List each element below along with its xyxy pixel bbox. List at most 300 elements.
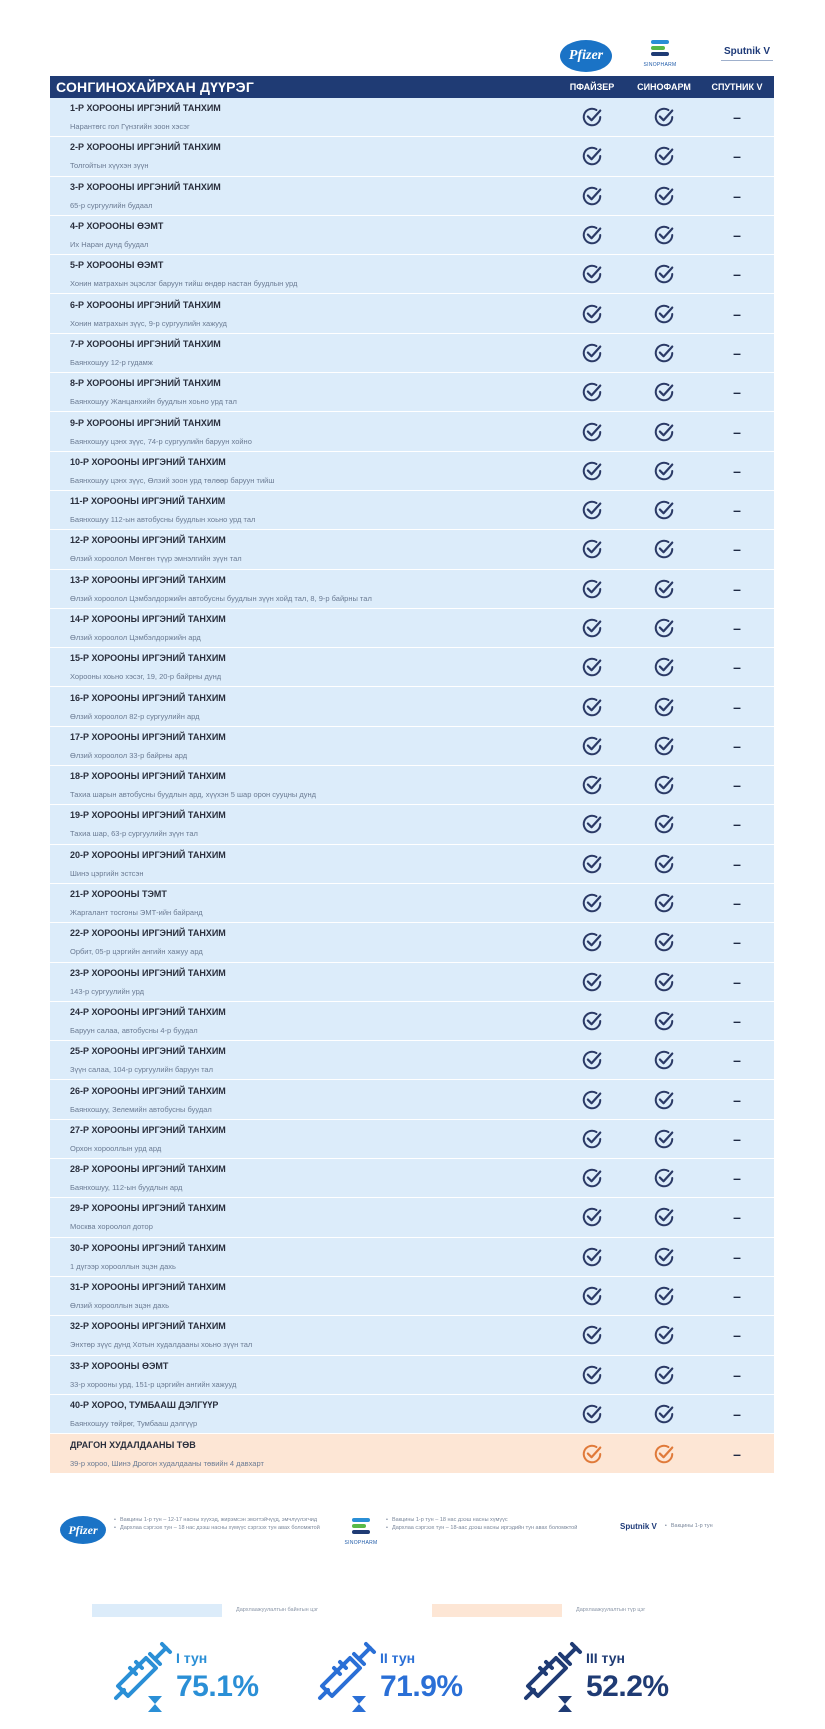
dash-mark: – — [733, 462, 741, 479]
check-icon — [581, 1403, 603, 1425]
row-info — [50, 609, 556, 647]
check-icon — [581, 1206, 603, 1228]
table-row — [50, 1238, 774, 1277]
cell-pfizer — [556, 1356, 628, 1394]
footnote-item: • Вакцины 1-р тун – 12-17 насны хүүхэд, жирэмсэн эмэгтэйчүүд, эмчлүүлэгчид — [114, 1516, 320, 1524]
row-info — [50, 334, 556, 372]
vaccination-points-table — [50, 76, 774, 1474]
row-info — [50, 845, 556, 883]
cell-sputnik — [700, 1041, 774, 1079]
cell-pfizer — [556, 687, 628, 725]
check-icon — [653, 538, 675, 560]
cell-pfizer — [556, 1198, 628, 1236]
row-address: Өлзий хороолол Цэмбэлдоржийн ард — [70, 633, 201, 642]
dash-mark: – — [733, 227, 741, 244]
cell-sinopharm — [628, 1356, 700, 1394]
dash-mark: – — [733, 777, 741, 794]
cell-sinopharm — [628, 1120, 700, 1158]
sputnik-small-logo: Sputnik V — [620, 1522, 657, 1531]
check-icon — [653, 1128, 675, 1150]
check-icon — [581, 971, 603, 993]
row-info — [50, 727, 556, 765]
check-icon — [653, 1089, 675, 1111]
cell-sputnik — [700, 177, 774, 215]
cell-sputnik — [700, 1198, 774, 1236]
cell-sinopharm — [628, 1316, 700, 1354]
cell-pfizer — [556, 766, 628, 804]
table-row — [50, 1041, 774, 1080]
cell-sputnik — [700, 491, 774, 529]
row-address: Энхтөр зүүс дунд Хотын худалдааны хоьно зүүн тал — [70, 1340, 253, 1350]
check-icon — [653, 224, 675, 246]
row-info — [50, 530, 556, 568]
row-info — [50, 1277, 556, 1315]
cell-sinopharm — [628, 334, 700, 372]
cell-sinopharm — [628, 255, 700, 293]
row-info — [50, 766, 556, 804]
cell-sinopharm — [628, 766, 700, 804]
stat-dose-3-label: III тун — [586, 1650, 626, 1666]
cell-sputnik — [700, 766, 774, 804]
table-row — [50, 1277, 774, 1316]
row-title: 13-Р ХОРООНЫ ИРГЭНИЙ ТАНХИМ — [70, 574, 226, 585]
table-row — [50, 216, 774, 255]
cell-sputnik — [700, 923, 774, 961]
cell-sputnik — [700, 412, 774, 450]
check-icon — [653, 931, 675, 953]
cell-pfizer — [556, 570, 628, 608]
dash-mark: – — [733, 1366, 741, 1383]
cell-sinopharm — [628, 1395, 700, 1433]
row-title: ДРАГОН ХУДАЛДААНЫ ТӨВ — [70, 1439, 196, 1450]
check-icon — [581, 892, 603, 914]
table-row — [50, 334, 774, 373]
row-title: 6-Р ХОРООНЫ ИРГЭНИЙ ТАНХИМ — [70, 299, 221, 310]
cell-sputnik — [700, 570, 774, 608]
dash-mark: – — [733, 934, 741, 951]
check-icon — [581, 1285, 603, 1307]
check-icon — [581, 931, 603, 953]
district-title: СОНГИНОХАЙРХАН ДҮҮРЭГ — [56, 79, 254, 95]
table-row — [50, 1434, 774, 1474]
row-address: 1 дүгээр хорооллын эцэн дахь — [70, 1261, 176, 1271]
cell-sinopharm — [628, 294, 700, 332]
dash-mark: – — [733, 541, 741, 558]
row-address: Толгойтын хүүхэн зүүн — [70, 161, 149, 171]
check-icon — [653, 1403, 675, 1425]
cell-pfizer — [556, 412, 628, 450]
cell-sputnik — [700, 1434, 774, 1473]
row-title: 2-Р ХОРООНЫ ИРГЭНИЙ ТАНХИМ — [70, 142, 221, 153]
row-title: 24-Р ХОРООНЫ ИРГЭНИЙ ТАНХИМ — [70, 1006, 226, 1017]
check-icon — [653, 853, 675, 875]
row-title: 27-Р ХОРООНЫ ИРГЭНИЙ ТАНХИМ — [70, 1124, 226, 1135]
row-address: Орхон хорооллын урд ард — [70, 1143, 162, 1153]
check-icon — [581, 1443, 603, 1465]
cell-sputnik — [700, 1002, 774, 1040]
row-title: 9-Р ХОРООНЫ ИРГЭНИЙ ТАНХИМ — [70, 417, 221, 428]
footnote-pfizer — [60, 1516, 320, 1544]
cell-sinopharm — [628, 452, 700, 490]
check-icon — [581, 1246, 603, 1268]
check-icon — [653, 774, 675, 796]
row-title: 16-Р ХОРООНЫ ИРГЭНИЙ ТАНХИМ — [70, 692, 226, 703]
cell-sputnik — [700, 805, 774, 843]
row-address: Өлзий хорооллын эцэн дахь — [70, 1301, 170, 1311]
check-icon — [653, 1443, 675, 1465]
row-info — [50, 294, 556, 332]
cell-pfizer — [556, 648, 628, 686]
table-row — [50, 1159, 774, 1198]
pfizer-logo-text: Pfizer — [560, 40, 612, 72]
table-row — [50, 727, 774, 766]
row-info — [50, 412, 556, 450]
sinopharm-small-mark-icon — [350, 1516, 372, 1538]
row-info — [50, 491, 556, 529]
table-row — [50, 1356, 774, 1395]
cell-sinopharm — [628, 963, 700, 1001]
cell-pfizer — [556, 1395, 628, 1433]
row-title: 7-Р ХОРООНЫ ИРГЭНИЙ ТАНХИМ — [70, 338, 221, 349]
cell-pfizer — [556, 373, 628, 411]
row-title: 8-Р ХОРООНЫ ИРГЭНИЙ ТАНХИМ — [70, 378, 221, 389]
row-address: Өлзий хороолол Мөнгөн түүр эмнэлгийн зүүн тал — [70, 554, 242, 564]
check-icon — [653, 460, 675, 482]
cell-pfizer — [556, 1277, 628, 1315]
dash-mark: – — [733, 266, 741, 283]
check-icon — [581, 656, 603, 678]
table-header — [50, 76, 774, 98]
footnote-pfizer-list — [114, 1516, 320, 1532]
table-row — [50, 1002, 774, 1041]
cell-sinopharm — [628, 648, 700, 686]
dash-mark: – — [733, 816, 741, 833]
stat-dose-1 — [110, 1640, 290, 1720]
cell-pfizer — [556, 923, 628, 961]
check-icon — [581, 735, 603, 757]
check-icon — [653, 1049, 675, 1071]
check-icon — [653, 145, 675, 167]
stat-dose-1-value: 75.1% — [176, 1670, 259, 1703]
row-address: Москва хороолол дотор — [70, 1222, 153, 1232]
cell-pfizer — [556, 491, 628, 529]
row-title: 19-Р ХОРООНЫ ИРГЭНИЙ ТАНХИМ — [70, 810, 226, 821]
cell-sinopharm — [628, 137, 700, 175]
row-address: 33-р хорооны урд, 151-р цэргийн ангийн хажууд — [70, 1379, 237, 1389]
cell-sinopharm — [628, 727, 700, 765]
check-icon — [653, 656, 675, 678]
cell-sputnik — [700, 373, 774, 411]
check-icon — [581, 1167, 603, 1189]
cell-sputnik — [700, 530, 774, 568]
row-title: 25-Р ХОРООНЫ ИРГЭНИЙ ТАНХИМ — [70, 1046, 226, 1057]
legend-blue-swatch — [92, 1604, 222, 1617]
dash-mark: – — [733, 973, 741, 990]
cell-sinopharm — [628, 1238, 700, 1276]
cell-pfizer — [556, 884, 628, 922]
cell-sinopharm — [628, 884, 700, 922]
cell-pfizer — [556, 1002, 628, 1040]
footnote-item: • Дархлаа сэргээх тун – 18 нас дээш насны хүмүүс сэргээх тун авах боломжтой — [114, 1524, 320, 1532]
row-address: Баянхошуу цэнх зүүс, 74-р сургуулийн баруун хойно — [70, 436, 252, 446]
dash-mark: – — [733, 620, 741, 636]
row-address: Хонин матрахын эцэслэг баруун тийш өндөр настан буудлын урд — [70, 279, 298, 289]
cell-pfizer — [556, 334, 628, 372]
row-info — [50, 648, 556, 686]
sputnik-logo-text: Sputnik V — [723, 45, 771, 57]
row-title: 23-Р ХОРООНЫ ИРГЭНИЙ ТАНХИМ — [70, 967, 226, 978]
footnote-sputnik — [620, 1522, 713, 1531]
cell-pfizer — [556, 177, 628, 215]
dash-mark: – — [733, 187, 741, 204]
footnote-sinopharm-list — [386, 1516, 577, 1532]
dash-mark: – — [733, 423, 741, 440]
row-info — [50, 687, 556, 725]
row-title: 10-Р ХОРООНЫ ИРГЭНИЙ ТАНХИМ — [70, 456, 226, 467]
cell-sputnik — [700, 334, 774, 372]
dash-mark: – — [733, 1052, 741, 1069]
check-icon — [653, 1167, 675, 1189]
row-address: Баянхошуу 12-р гудамж — [70, 357, 153, 367]
sputnik-logo — [702, 30, 792, 76]
row-address: Өлзий хороолол 33-р байрны ард — [70, 750, 188, 760]
table-row — [50, 805, 774, 844]
dash-mark: – — [733, 1170, 741, 1187]
dash-mark: – — [733, 855, 741, 872]
dash-mark: – — [733, 698, 741, 715]
row-title: 15-Р ХОРООНЫ ИРГЭНИЙ ТАНХИМ — [70, 653, 226, 664]
table-row — [50, 923, 774, 962]
check-icon — [581, 1324, 603, 1346]
row-address: 143-р сургуулийн урд — [70, 986, 144, 996]
table-row — [50, 373, 774, 412]
stat-dose-2-label: II тун — [380, 1650, 416, 1666]
column-pfizer: ПФАЙЗЕР — [569, 82, 615, 92]
cell-sputnik — [700, 1395, 774, 1433]
table-row — [50, 412, 774, 451]
row-title: 33-Р ХОРООНЫ ӨЭМТ — [70, 1360, 169, 1371]
row-address: Хорооны хоьно хэсэг, 19, 20-р байрны дунд — [70, 672, 222, 682]
row-address: Тахиа шар, 63-р сургуулийн зүүн тал — [70, 829, 198, 839]
table-row — [50, 766, 774, 805]
cell-sputnik — [700, 137, 774, 175]
cell-sinopharm — [628, 687, 700, 725]
dash-mark: – — [733, 109, 741, 126]
table-body — [50, 98, 774, 1474]
check-icon — [653, 303, 675, 325]
check-icon — [653, 499, 675, 521]
cell-sputnik — [700, 687, 774, 725]
vaccine-logos — [552, 30, 792, 76]
table-row — [50, 570, 774, 609]
footnote-sinopharm — [344, 1516, 577, 1550]
cell-sinopharm — [628, 1080, 700, 1118]
cell-pfizer — [556, 1316, 628, 1354]
cell-sinopharm — [628, 609, 700, 647]
cell-sputnik — [700, 1080, 774, 1118]
dash-mark: – — [733, 344, 741, 361]
cell-sinopharm — [628, 923, 700, 961]
cell-sputnik — [700, 884, 774, 922]
footnote-item: • Дархлаа сэргээх тун – 18-аас дээш насны иргэдийн тун авах боломжтой — [386, 1524, 577, 1532]
column-sinopharm: СИНОФАРМ — [637, 82, 691, 92]
row-info — [50, 963, 556, 1001]
row-info — [50, 137, 556, 175]
cell-sinopharm — [628, 1002, 700, 1040]
check-icon — [581, 381, 603, 403]
row-info — [50, 923, 556, 961]
check-icon — [653, 106, 675, 128]
row-address: Хонин матрахын зүүс, 9-р сургуулийн хажууд — [70, 318, 227, 328]
cell-sputnik — [700, 1238, 774, 1276]
check-icon — [653, 421, 675, 443]
cell-pfizer — [556, 1041, 628, 1079]
row-info — [50, 1356, 556, 1394]
table-row — [50, 1316, 774, 1355]
dash-mark: – — [733, 580, 741, 597]
check-icon — [581, 1089, 603, 1111]
check-icon — [653, 578, 675, 600]
cell-sinopharm — [628, 1159, 700, 1197]
row-info — [50, 452, 556, 490]
dash-mark: – — [733, 895, 741, 912]
sinopharm-logo-text: SINOPHARM — [643, 62, 677, 68]
row-address: Баянхошуу 112-ын автобусны буудлын хоьно урд тал — [70, 515, 256, 525]
row-address: Баянхошуу цэнх зүүс, Өлзий зоон урд төлөөр баруун тийш — [70, 475, 275, 485]
table-row — [50, 1080, 774, 1119]
cell-sinopharm — [628, 491, 700, 529]
cell-sputnik — [700, 216, 774, 254]
check-icon — [653, 1324, 675, 1346]
cell-sputnik — [700, 648, 774, 686]
cell-pfizer — [556, 137, 628, 175]
table-row — [50, 648, 774, 687]
row-info — [50, 1002, 556, 1040]
row-address: Баруун салаа, автобусны 4-р буудал — [70, 1025, 198, 1035]
syringe-hourglass-icon — [110, 1640, 174, 1716]
row-title: 29-Р ХОРООНЫ ИРГЭНИЙ ТАНХИМ — [70, 1203, 226, 1214]
cell-sputnik — [700, 727, 774, 765]
stat-dose-2-value: 71.9% — [380, 1670, 463, 1703]
row-title: 40-Р ХОРОО, ТУМБААШ ДЭЛГҮҮР — [70, 1399, 219, 1410]
column-sputnik: СПУТНИК V — [711, 82, 763, 92]
table-row — [50, 98, 774, 137]
check-icon — [581, 185, 603, 207]
check-icon — [581, 499, 603, 521]
dash-mark: – — [733, 1091, 741, 1108]
check-icon — [653, 1010, 675, 1032]
cell-sputnik — [700, 609, 774, 647]
cell-sputnik — [700, 1356, 774, 1394]
cell-pfizer — [556, 1434, 628, 1473]
dash-mark: – — [733, 1445, 741, 1462]
table-row — [50, 255, 774, 294]
check-icon — [581, 774, 603, 796]
check-icon — [653, 1206, 675, 1228]
row-address: 39-р хороо, Шинэ Дрогон худалдааны төвийн 4 давхарт — [70, 1458, 264, 1468]
legend-blue-label: Дархлаажуулалтын байнгын цэг — [236, 1607, 319, 1613]
row-info — [50, 1041, 556, 1079]
cell-sinopharm — [628, 570, 700, 608]
cell-sinopharm — [628, 805, 700, 843]
footnote-sputnik-list — [665, 1522, 713, 1530]
row-address: Нарантөгс гол Гүнзгийн зоон хэсэг — [70, 122, 190, 132]
row-address: Тахиа шарын автобусны буудлын ард, хүүхэн 5 шар орон сууцны дунд — [70, 790, 317, 800]
dash-mark: – — [733, 384, 741, 401]
row-address: Баянхошуу төйрөг, Тумбааш дэлгүүр — [70, 1418, 198, 1428]
row-info — [50, 373, 556, 411]
check-icon — [581, 1128, 603, 1150]
row-info — [50, 570, 556, 608]
dash-mark: – — [733, 148, 741, 165]
dash-mark: – — [733, 305, 741, 322]
footnote-item: • Вакцины 1-р тун — [665, 1522, 713, 1530]
check-icon — [653, 1285, 675, 1307]
cell-pfizer — [556, 216, 628, 254]
dash-mark: – — [733, 1209, 741, 1226]
cell-sinopharm — [628, 845, 700, 883]
cell-sinopharm — [628, 177, 700, 215]
sputnik-logo-underline — [721, 60, 773, 61]
cell-sinopharm — [628, 373, 700, 411]
table-row — [50, 687, 774, 726]
check-icon — [581, 813, 603, 835]
dash-mark: – — [733, 737, 741, 754]
table-row — [50, 1198, 774, 1237]
check-icon — [581, 342, 603, 364]
cell-pfizer — [556, 1238, 628, 1276]
dash-mark: – — [733, 659, 741, 676]
cell-sputnik — [700, 1277, 774, 1315]
check-icon — [581, 578, 603, 600]
row-title: 21-Р ХОРООНЫ ТЭМТ — [70, 889, 167, 900]
cell-sputnik — [700, 845, 774, 883]
row-address: Өлзий хороолол Цэмбэлдоржийн автобусны буудлын зүүн хойд тал, 8, 9-р байрны тал — [70, 593, 372, 603]
check-icon — [581, 853, 603, 875]
check-icon — [653, 971, 675, 993]
table-row — [50, 294, 774, 333]
row-info — [50, 1316, 556, 1354]
stat-dose-1-label: I тун — [176, 1650, 208, 1666]
check-icon — [653, 735, 675, 757]
row-address: Өлзий хороолол 82-р сургуулийн ард — [70, 711, 200, 721]
row-info — [50, 177, 556, 215]
cell-sputnik — [700, 1159, 774, 1197]
cell-pfizer — [556, 845, 628, 883]
cell-sinopharm — [628, 1041, 700, 1079]
table-row — [50, 452, 774, 491]
check-icon — [653, 892, 675, 914]
check-icon — [581, 106, 603, 128]
table-row — [50, 177, 774, 216]
footnote-item: • Вакцины 1-р тун – 18 нас дээш насны хүмүүс — [386, 1516, 577, 1524]
row-info — [50, 1080, 556, 1118]
cell-pfizer — [556, 452, 628, 490]
dash-mark: – — [733, 1405, 741, 1422]
sinopharm-logo — [628, 30, 692, 76]
check-icon — [653, 1364, 675, 1386]
cell-pfizer — [556, 98, 628, 136]
check-icon — [581, 224, 603, 246]
dash-mark: – — [733, 1012, 741, 1029]
syringe-hourglass-icon — [314, 1640, 378, 1716]
table-row — [50, 491, 774, 530]
row-title: 3-Р ХОРООНЫ ИРГЭНИЙ ТАНХИМ — [70, 181, 221, 192]
dash-mark: – — [733, 1248, 741, 1265]
row-info — [50, 1238, 556, 1276]
row-title: 18-Р ХОРООНЫ ИРГЭНИЙ ТАНХИМ — [70, 771, 226, 782]
table-row — [50, 1120, 774, 1159]
